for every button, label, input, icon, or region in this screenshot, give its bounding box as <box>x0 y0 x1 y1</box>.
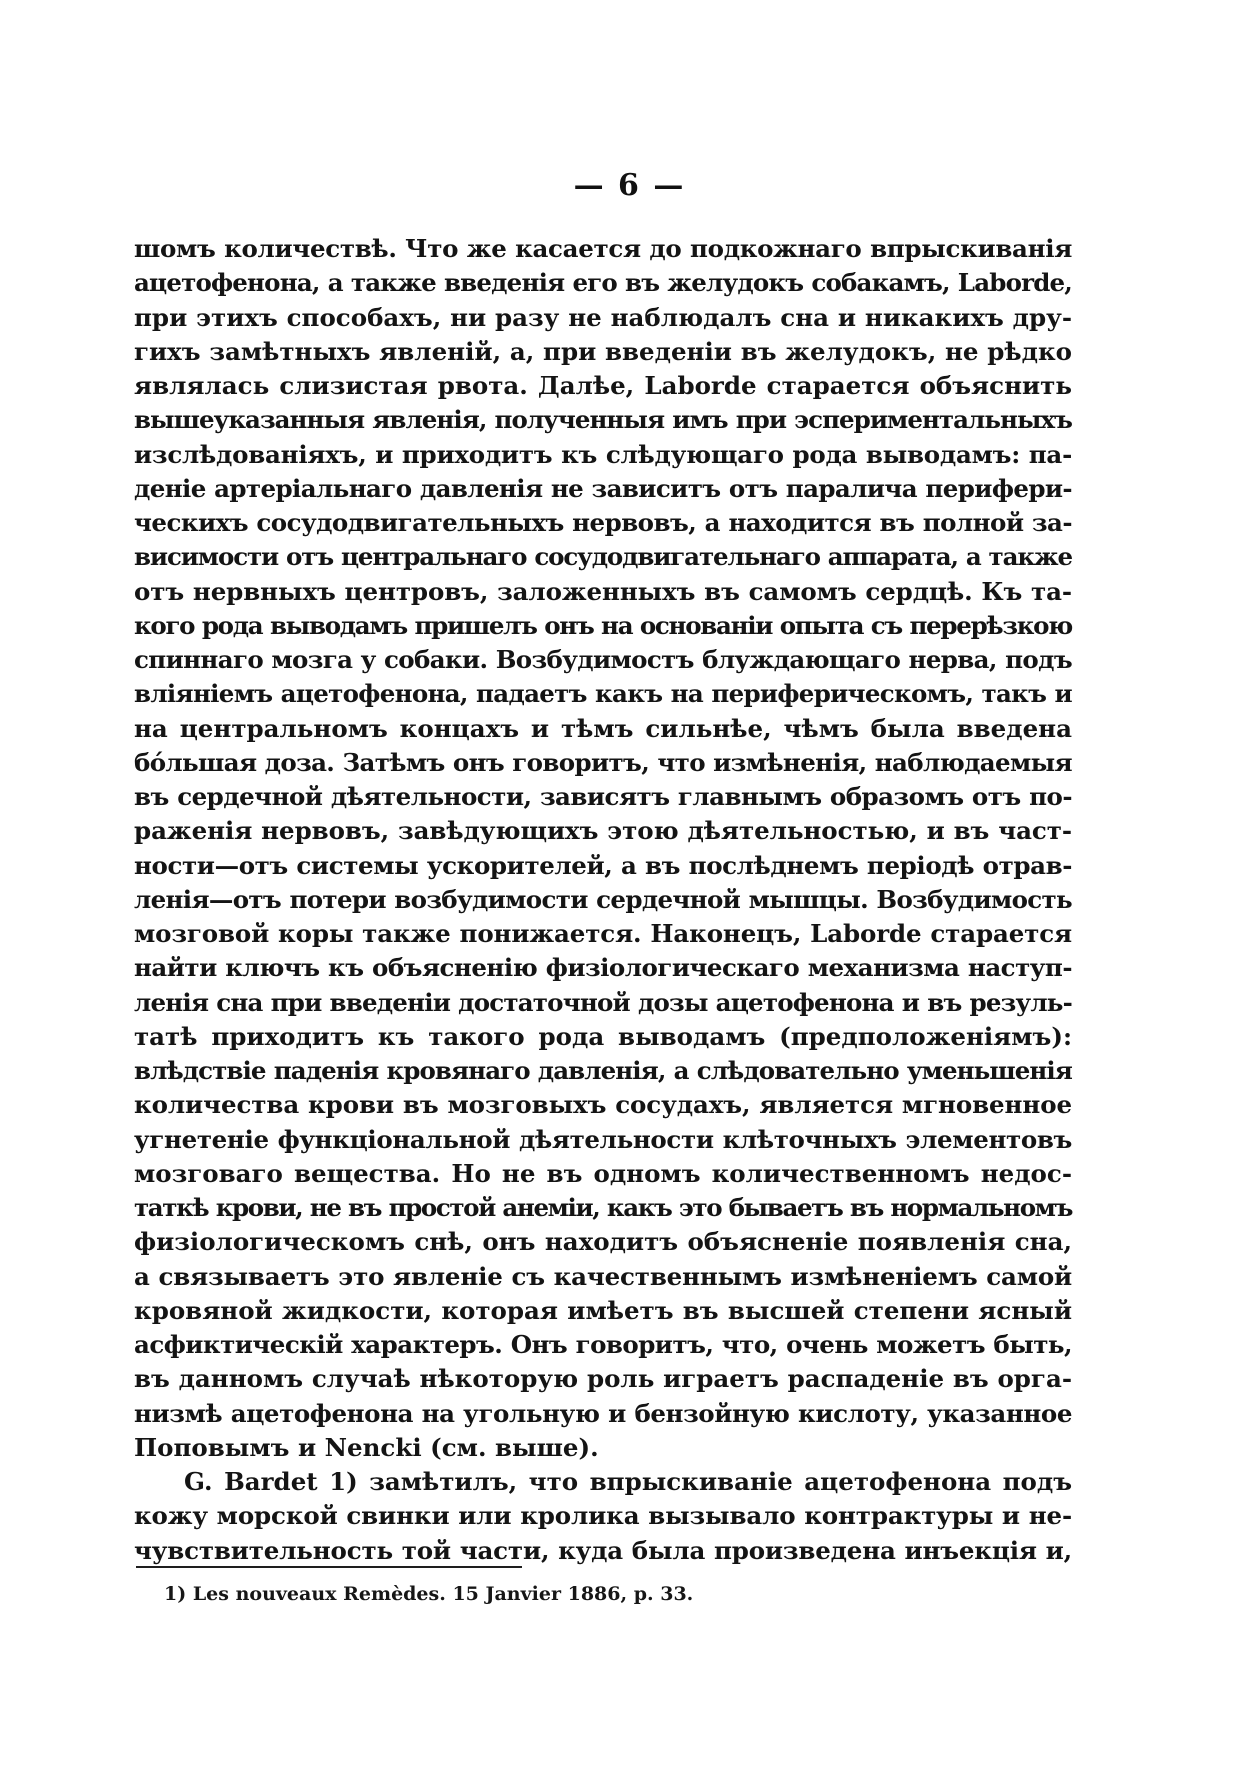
text-line: являлась слизистая рвота. Далѣе, Laborde старается объяснить <box>134 371 1072 400</box>
text-line: раженія нервовъ, завѣдующихъ этою дѣятельностью, и въ част- <box>134 816 1072 846</box>
text-line: ческихъ сосудодвигательныхъ нервовъ, а находится въ полной за- <box>134 508 1072 537</box>
text-line: кого рода выводамъ пришелъ онъ на основаніи опыта съ перерѣзкою <box>134 610 1072 640</box>
text-line: ности—отъ системы ускорителей, а въ послѣднемъ періодѣ отрав- <box>134 850 1072 880</box>
text-line: низмѣ ацетофенона на угольную и бензойную кислоту, указанное <box>134 1398 1072 1428</box>
text-line: количества крови въ мозговыхъ сосудахъ, является мгновенное <box>134 1090 1072 1120</box>
text-line: найти ключъ къ объясненію физіологическаго механизма наступ- <box>134 953 1072 983</box>
text-line: на центральномъ концахъ и тѣмъ сильнѣе, чѣмъ была введена <box>134 713 1072 743</box>
text-line: кровяной жидкости, которая имѣетъ въ высшей степени ясный <box>134 1295 1072 1325</box>
text-line: бо́льшая доза. Затѣмъ онъ говоритъ, что измѣненія, наблюдаемыя <box>134 747 1072 777</box>
text-line: таткѣ крови, не въ простой анеміи, какъ это бываетъ въ нормальномъ <box>134 1193 1072 1222</box>
text-line: угнетеніе функціональной дѣятельности клѣточныхъ элементовъ <box>134 1124 1072 1154</box>
text-line: отъ нервныхъ центровъ, заложенныхъ въ самомъ сердцѣ. Къ та- <box>134 576 1072 606</box>
text-line: шомъ количествѣ. Что же касается до подкожнаго впрыскиванія <box>134 234 1072 263</box>
text-line: гихъ замѣтныхъ явленій, а, при введеніи въ желудокъ, не рѣдко <box>134 336 1072 366</box>
footnote-divider <box>136 1566 522 1568</box>
text-line: асфиктическій характеръ. Онъ говоритъ, что, очень можетъ быть, <box>134 1330 1072 1359</box>
text-line: въ сердечной дѣятельности, зависятъ главнымъ образомъ отъ по- <box>134 782 1072 811</box>
text-line: ленія сна при введеніи достаточной дозы ацетофенона и въ резуль- <box>134 987 1072 1017</box>
paragraph-end-line: Поповымъ и Nencki (см. выше). <box>134 1432 599 1462</box>
text-line: мозговаго вещества. Но не въ одномъ количественномъ недос- <box>134 1158 1072 1188</box>
text-line: ацетофенона, а также введенія его въ желудокъ собакамъ, Laborde, <box>134 268 1072 298</box>
body-text <box>134 232 1072 1568</box>
text-line: ленія—отъ потери возбудимости сердечной мышцы. Возбудимость <box>134 884 1072 914</box>
text-line: физіологическомъ снѣ, онъ находитъ объясненіе появленія сна, <box>134 1227 1072 1257</box>
text-line: при этихъ способахъ, ни разу не наблюдалъ сна и никакихъ дру- <box>134 302 1072 332</box>
text-line: изслѣдованіяхъ, и приходитъ къ слѣдующаго рода выводамъ: па- <box>134 439 1072 469</box>
text-line: а связываетъ это явленіе съ качественнымъ измѣненіемъ самой <box>134 1261 1072 1291</box>
text-line: висимости отъ центральнаго сосудодвигательнаго аппарата, а также <box>134 542 1072 572</box>
footnote: 1) Les nouveaux Remèdes. 15 Janvier 1886, p. 33. <box>164 1583 694 1605</box>
text-line: мозговой коры также понижается. Наконецъ, Laborde старается <box>134 919 1072 948</box>
text-line: вліяніемъ ацетофенона, падаетъ какъ на периферическомъ, такъ и <box>134 679 1072 709</box>
text-line: чувствительность той части, куда была произведена инъекція и, <box>134 1535 1072 1565</box>
text-line: спиннаго мозга у собаки. Возбудимостъ блуждающаго нерва, подъ <box>134 645 1072 674</box>
page-number: — 6 — <box>573 168 686 203</box>
text-line: кожу морской свинки или кролика вызывало контрактуры и не- <box>134 1501 1072 1531</box>
text-line: деніе артеріальнаго давленія не зависитъ отъ паралича перифери- <box>134 473 1072 503</box>
text-line: вышеуказанныя явленія, полученныя имъ при эспериментальныхъ <box>134 405 1072 435</box>
text-line: татѣ приходитъ къ такого рода выводамъ (предположеніямъ): <box>134 1021 1072 1051</box>
text-line: въ данномъ случаѣ нѣкоторую роль играетъ распаденіе въ орга- <box>134 1364 1072 1394</box>
paragraph-start-line: G. Bardet 1) замѣтилъ, что впрыскиваніе ацетофенона подъ <box>184 1467 1072 1496</box>
text-line: влѣдствіе паденія кровянаго давленія, а слѣдовательно уменьшенія <box>134 1056 1072 1085</box>
